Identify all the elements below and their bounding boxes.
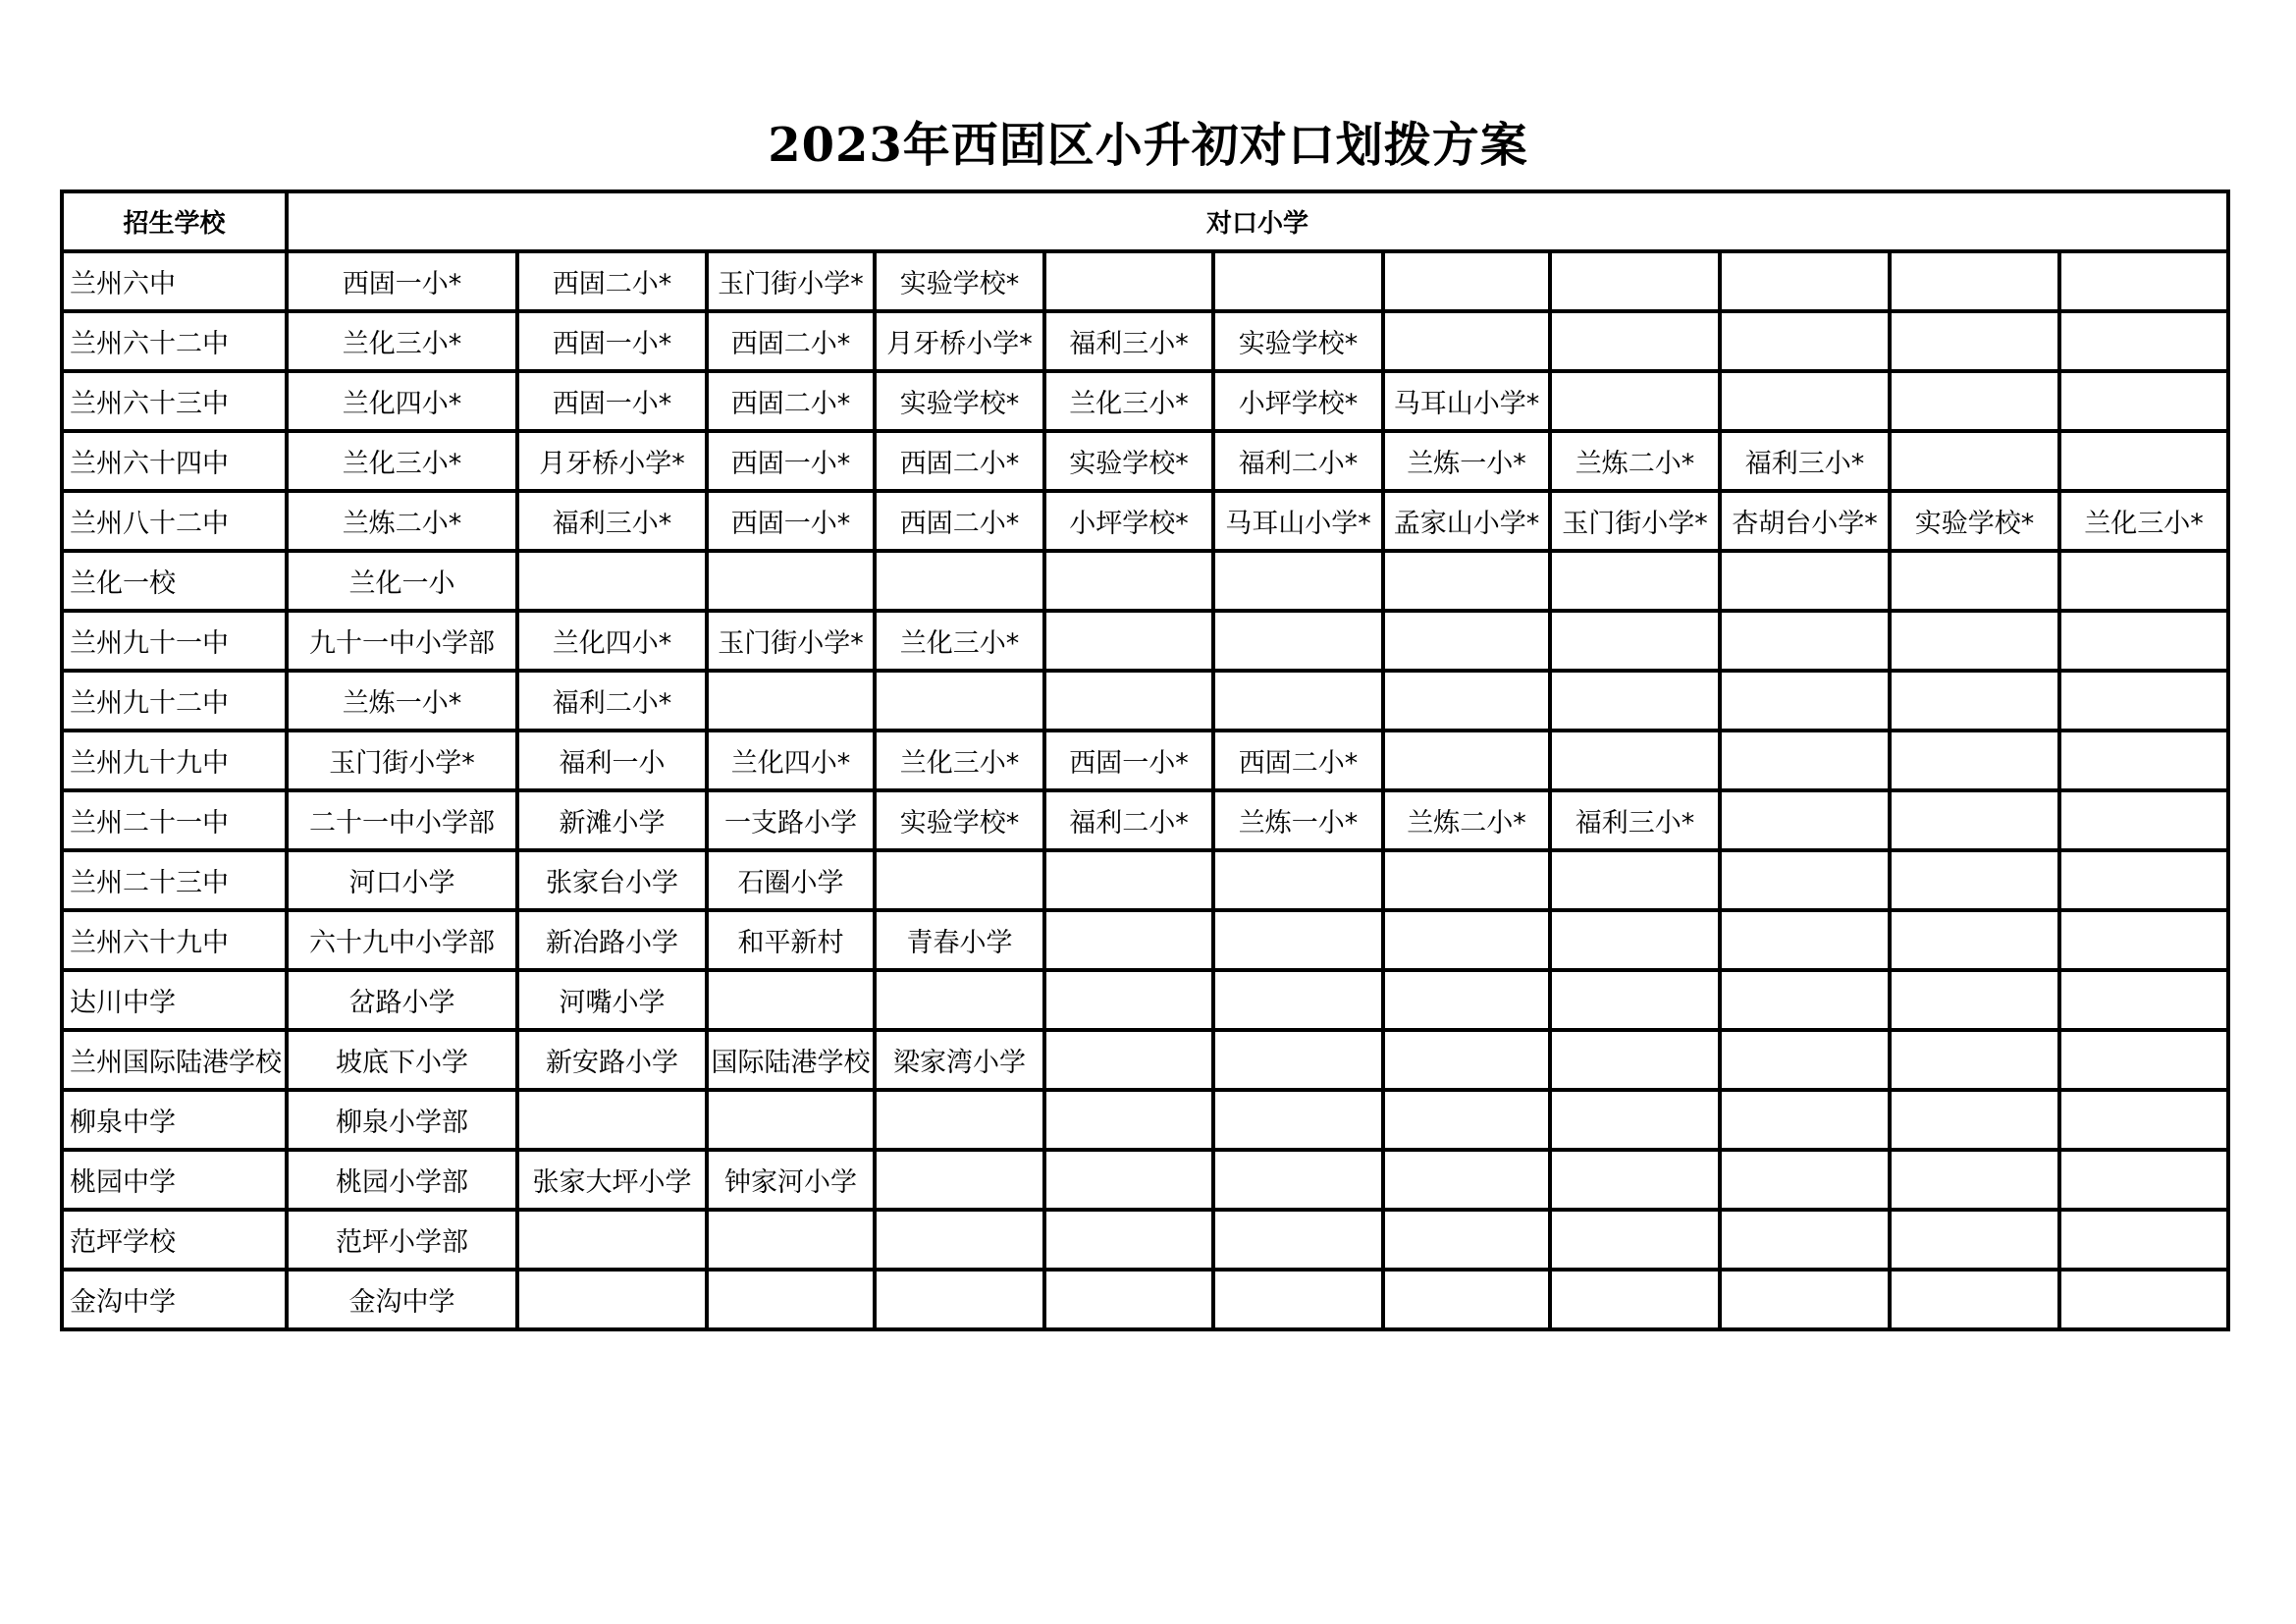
primary-school-cell: 新滩小学: [517, 790, 707, 850]
primary-school-cell: 西固二小*: [707, 371, 875, 431]
primary-school-cell: [1044, 970, 1213, 1030]
primary-school-cell: [1044, 1150, 1213, 1210]
table-row: [62, 431, 2228, 491]
primary-school-cell: 新安路小学: [517, 1030, 707, 1090]
header-enrolling-school: 招生学校: [62, 191, 287, 251]
primary-school-cell: [1550, 551, 1720, 611]
primary-school-cell: [2059, 251, 2228, 311]
primary-school-cell: [1720, 1090, 1890, 1150]
enrolling-school-cell: 兰州九十九中: [62, 731, 287, 790]
primary-school-cell: 柳泉小学部: [287, 1090, 517, 1150]
primary-school-cell: 兰炼二小*: [1550, 431, 1720, 491]
primary-school-cell: [2059, 371, 2228, 431]
primary-school-cell: [1890, 311, 2059, 371]
enrolling-school-cell: 兰州二十三中: [62, 850, 287, 910]
primary-school-cell: 福利一小: [517, 731, 707, 790]
primary-school-cell: 福利三小*: [1720, 431, 1890, 491]
primary-school-cell: [1890, 551, 2059, 611]
primary-school-cell: 兰化三小*: [287, 431, 517, 491]
primary-school-cell: [1383, 671, 1550, 731]
primary-school-cell: 钟家河小学: [707, 1150, 875, 1210]
primary-school-cell: 兰化一小: [287, 551, 517, 611]
primary-school-cell: [2059, 1090, 2228, 1150]
enrolling-school-cell: 兰州六十三中: [62, 371, 287, 431]
primary-school-cell: [1720, 1210, 1890, 1270]
primary-school-cell: [875, 551, 1044, 611]
primary-school-cell: 西固一小*: [517, 311, 707, 371]
primary-school-cell: [1890, 371, 2059, 431]
primary-school-cell: [1383, 1210, 1550, 1270]
primary-school-cell: [1720, 910, 1890, 970]
primary-school-cell: 岔路小学: [287, 970, 517, 1030]
primary-school-cell: [517, 1270, 707, 1329]
primary-school-cell: [1550, 371, 1720, 431]
primary-school-cell: 实验学校*: [875, 251, 1044, 311]
primary-school-cell: [875, 1210, 1044, 1270]
table-row: [62, 311, 2228, 371]
primary-school-cell: [1213, 1090, 1383, 1150]
primary-school-cell: [1720, 1270, 1890, 1329]
primary-school-cell: 月牙桥小学*: [517, 431, 707, 491]
primary-school-cell: 西固一小*: [517, 371, 707, 431]
primary-school-cell: [1213, 1270, 1383, 1329]
primary-school-cell: 河口小学: [287, 850, 517, 910]
primary-school-cell: 西固一小*: [707, 491, 875, 551]
primary-school-cell: 国际陆港学校: [707, 1030, 875, 1090]
primary-school-cell: 实验学校*: [1890, 491, 2059, 551]
table-row: [62, 1270, 2228, 1329]
primary-school-cell: 小坪学校*: [1213, 371, 1383, 431]
primary-school-cell: 河嘴小学: [517, 970, 707, 1030]
primary-school-cell: [1550, 611, 1720, 671]
primary-school-cell: [1044, 1270, 1213, 1329]
primary-school-cell: [2059, 970, 2228, 1030]
primary-school-cell: 西固二小*: [875, 431, 1044, 491]
primary-school-cell: [1383, 311, 1550, 371]
primary-school-cell: [1044, 551, 1213, 611]
primary-school-cell: [1213, 671, 1383, 731]
primary-school-cell: [2059, 551, 2228, 611]
primary-school-cell: [1720, 1030, 1890, 1090]
primary-school-cell: [1213, 611, 1383, 671]
primary-school-cell: [1044, 671, 1213, 731]
primary-school-cell: 兰炼二小*: [1383, 790, 1550, 850]
primary-school-cell: [1044, 611, 1213, 671]
primary-school-cell: [1720, 371, 1890, 431]
table-row: [62, 371, 2228, 431]
primary-school-cell: [1213, 1210, 1383, 1270]
primary-school-cell: [1720, 970, 1890, 1030]
primary-school-cell: 福利二小*: [1044, 790, 1213, 850]
enrolling-school-cell: 兰州二十一中: [62, 790, 287, 850]
primary-school-cell: [2059, 1270, 2228, 1329]
primary-school-cell: 兰炼一小*: [1213, 790, 1383, 850]
table-row: [62, 731, 2228, 790]
primary-school-cell: [1044, 1030, 1213, 1090]
primary-school-cell: [1890, 1270, 2059, 1329]
table-row: [62, 910, 2228, 970]
enrolling-school-cell: 兰州国际陆港学校: [62, 1030, 287, 1090]
primary-school-cell: 西固二小*: [707, 311, 875, 371]
primary-school-cell: 一支路小学: [707, 790, 875, 850]
primary-school-cell: [2059, 611, 2228, 671]
primary-school-cell: [1213, 551, 1383, 611]
primary-school-cell: 新冶路小学: [517, 910, 707, 970]
primary-school-cell: 福利二小*: [517, 671, 707, 731]
enrolling-school-cell: 兰州八十二中: [62, 491, 287, 551]
primary-school-cell: 和平新村: [707, 910, 875, 970]
primary-school-cell: [707, 1090, 875, 1150]
table-row: [62, 611, 2228, 671]
primary-school-cell: [1720, 1150, 1890, 1210]
primary-school-cell: [707, 1270, 875, 1329]
primary-school-cell: [707, 671, 875, 731]
primary-school-cell: 实验学校*: [1044, 431, 1213, 491]
primary-school-cell: 九十一中小学部: [287, 611, 517, 671]
primary-school-cell: 范坪小学部: [287, 1210, 517, 1270]
primary-school-cell: [1550, 970, 1720, 1030]
primary-school-cell: 青春小学: [875, 910, 1044, 970]
primary-school-cell: 二十一中小学部: [287, 790, 517, 850]
table-row: [62, 1090, 2228, 1150]
primary-school-cell: [1383, 850, 1550, 910]
primary-school-cell: [1890, 1030, 2059, 1090]
primary-school-cell: [1720, 551, 1890, 611]
table-row: [62, 970, 2228, 1030]
header-row: [62, 191, 2228, 251]
primary-school-cell: 张家台小学: [517, 850, 707, 910]
primary-school-cell: [1044, 850, 1213, 910]
primary-school-cell: 马耳山小学*: [1213, 491, 1383, 551]
primary-school-cell: 马耳山小学*: [1383, 371, 1550, 431]
primary-school-cell: [1383, 551, 1550, 611]
primary-school-cell: [1550, 731, 1720, 790]
primary-school-cell: [1213, 910, 1383, 970]
primary-school-cell: [875, 1150, 1044, 1210]
primary-school-cell: [1044, 1210, 1213, 1270]
primary-school-cell: [517, 551, 707, 611]
primary-school-cell: 实验学校*: [1213, 311, 1383, 371]
primary-school-cell: [1890, 731, 2059, 790]
primary-school-cell: 兰化四小*: [287, 371, 517, 431]
enrolling-school-cell: 金沟中学: [62, 1270, 287, 1329]
primary-school-cell: [1044, 1090, 1213, 1150]
table-row: [62, 551, 2228, 611]
primary-school-cell: [2059, 731, 2228, 790]
primary-school-cell: [2059, 1150, 2228, 1210]
primary-school-cell: [1383, 1090, 1550, 1150]
primary-school-cell: [2059, 910, 2228, 970]
primary-school-cell: [1890, 611, 2059, 671]
primary-school-cell: 兰化四小*: [517, 611, 707, 671]
primary-school-cell: [875, 850, 1044, 910]
primary-school-cell: [1383, 1030, 1550, 1090]
primary-school-cell: [1720, 850, 1890, 910]
primary-school-cell: 玉门街小学*: [707, 251, 875, 311]
primary-school-cell: [1720, 251, 1890, 311]
primary-school-cell: 梁家湾小学: [875, 1030, 1044, 1090]
enrolling-school-cell: 桃园中学: [62, 1150, 287, 1210]
primary-school-cell: 坡底下小学: [287, 1030, 517, 1090]
enrolling-school-cell: 范坪学校: [62, 1210, 287, 1270]
primary-school-cell: 兰化三小*: [875, 611, 1044, 671]
primary-school-cell: [1890, 850, 2059, 910]
primary-school-cell: 兰化三小*: [875, 731, 1044, 790]
primary-school-cell: 兰化三小*: [287, 311, 517, 371]
enrolling-school-cell: 兰州六中: [62, 251, 287, 311]
primary-school-cell: [1383, 251, 1550, 311]
primary-school-cell: 西固二小*: [1213, 731, 1383, 790]
primary-school-cell: [517, 1210, 707, 1270]
primary-school-cell: [1383, 910, 1550, 970]
primary-school-cell: [1550, 910, 1720, 970]
enrolling-school-cell: 兰州九十一中: [62, 611, 287, 671]
primary-school-cell: 小坪学校*: [1044, 491, 1213, 551]
enrolling-school-cell: 兰州六十九中: [62, 910, 287, 970]
primary-school-cell: [1213, 1150, 1383, 1210]
primary-school-cell: [2059, 311, 2228, 371]
primary-school-cell: [1550, 311, 1720, 371]
primary-school-cell: [1890, 251, 2059, 311]
primary-school-cell: [2059, 850, 2228, 910]
primary-school-cell: 玉门街小学*: [1550, 491, 1720, 551]
primary-school-cell: [1550, 1030, 1720, 1090]
primary-school-cell: [1890, 910, 2059, 970]
primary-school-cell: [875, 970, 1044, 1030]
table-row: [62, 671, 2228, 731]
primary-school-cell: 张家大坪小学: [517, 1150, 707, 1210]
primary-school-cell: [1213, 970, 1383, 1030]
primary-school-cell: 西固一小*: [287, 251, 517, 311]
primary-school-cell: [1890, 1210, 2059, 1270]
primary-school-cell: [1550, 1150, 1720, 1210]
primary-school-cell: [1044, 910, 1213, 970]
table-row: [62, 1030, 2228, 1090]
primary-school-cell: [1890, 970, 2059, 1030]
primary-school-cell: 兰化四小*: [707, 731, 875, 790]
primary-school-cell: [875, 671, 1044, 731]
primary-school-cell: [1720, 731, 1890, 790]
primary-school-cell: [1383, 1270, 1550, 1329]
primary-school-cell: [1720, 671, 1890, 731]
primary-school-cell: [875, 1090, 1044, 1150]
primary-school-cell: [1383, 970, 1550, 1030]
primary-school-cell: [1213, 251, 1383, 311]
primary-school-cell: 福利三小*: [1550, 790, 1720, 850]
table-row: [62, 491, 2228, 551]
primary-school-cell: 西固二小*: [517, 251, 707, 311]
primary-school-cell: [1550, 850, 1720, 910]
primary-school-cell: 玉门街小学*: [287, 731, 517, 790]
primary-school-cell: 兰炼二小*: [287, 491, 517, 551]
primary-school-cell: [1550, 1270, 1720, 1329]
primary-school-cell: 西固二小*: [875, 491, 1044, 551]
primary-school-cell: [1720, 611, 1890, 671]
primary-school-cell: 孟家山小学*: [1383, 491, 1550, 551]
enrolling-school-cell: 柳泉中学: [62, 1090, 287, 1150]
header-matched-primary: 对口小学: [287, 191, 2228, 251]
primary-school-cell: [1720, 311, 1890, 371]
primary-school-cell: [1890, 671, 2059, 731]
primary-school-cell: [707, 1210, 875, 1270]
primary-school-cell: 兰炼一小*: [287, 671, 517, 731]
primary-school-cell: [1213, 1030, 1383, 1090]
primary-school-cell: 石圈小学: [707, 850, 875, 910]
primary-school-cell: 福利三小*: [1044, 311, 1213, 371]
primary-school-cell: 兰炼一小*: [1383, 431, 1550, 491]
primary-school-cell: 兰化三小*: [2059, 491, 2228, 551]
enrolling-school-cell: 兰化一校: [62, 551, 287, 611]
table-row: [62, 850, 2228, 910]
primary-school-cell: [1383, 611, 1550, 671]
table-row: [62, 1150, 2228, 1210]
primary-school-cell: [1890, 1090, 2059, 1150]
primary-school-cell: [1550, 251, 1720, 311]
primary-school-cell: 西固一小*: [1044, 731, 1213, 790]
primary-school-cell: [1550, 1210, 1720, 1270]
primary-school-cell: 杏胡台小学*: [1720, 491, 1890, 551]
allocation-table: [60, 189, 2230, 1331]
primary-school-cell: [2059, 671, 2228, 731]
primary-school-cell: [875, 1270, 1044, 1329]
primary-school-cell: [707, 551, 875, 611]
primary-school-cell: 福利二小*: [1213, 431, 1383, 491]
primary-school-cell: [1720, 790, 1890, 850]
primary-school-cell: 福利三小*: [517, 491, 707, 551]
enrolling-school-cell: 兰州六十二中: [62, 311, 287, 371]
primary-school-cell: [1890, 431, 2059, 491]
primary-school-cell: [1044, 251, 1213, 311]
primary-school-cell: 月牙桥小学*: [875, 311, 1044, 371]
primary-school-cell: 玉门街小学*: [707, 611, 875, 671]
enrolling-school-cell: 达川中学: [62, 970, 287, 1030]
primary-school-cell: [1383, 1150, 1550, 1210]
primary-school-cell: [1550, 1090, 1720, 1150]
primary-school-cell: 金沟中学: [287, 1270, 517, 1329]
enrolling-school-cell: 兰州六十四中: [62, 431, 287, 491]
primary-school-cell: [2059, 790, 2228, 850]
primary-school-cell: 实验学校*: [875, 790, 1044, 850]
table-row: [62, 1210, 2228, 1270]
document-title: 2023年西固区小升初对口划拨方案: [768, 118, 1528, 173]
primary-school-cell: 实验学校*: [875, 371, 1044, 431]
primary-school-cell: [2059, 431, 2228, 491]
primary-school-cell: [2059, 1210, 2228, 1270]
primary-school-cell: [2059, 1030, 2228, 1090]
primary-school-cell: 桃园小学部: [287, 1150, 517, 1210]
primary-school-cell: 六十九中小学部: [287, 910, 517, 970]
primary-school-cell: [517, 1090, 707, 1150]
primary-school-cell: [707, 970, 875, 1030]
table-row: [62, 251, 2228, 311]
primary-school-cell: [1890, 1150, 2059, 1210]
primary-school-cell: 兰化三小*: [1044, 371, 1213, 431]
primary-school-cell: 西固一小*: [707, 431, 875, 491]
primary-school-cell: [1550, 671, 1720, 731]
primary-school-cell: [1890, 790, 2059, 850]
table-row: [62, 790, 2228, 850]
primary-school-cell: [1213, 850, 1383, 910]
enrolling-school-cell: 兰州九十二中: [62, 671, 287, 731]
primary-school-cell: [1383, 731, 1550, 790]
